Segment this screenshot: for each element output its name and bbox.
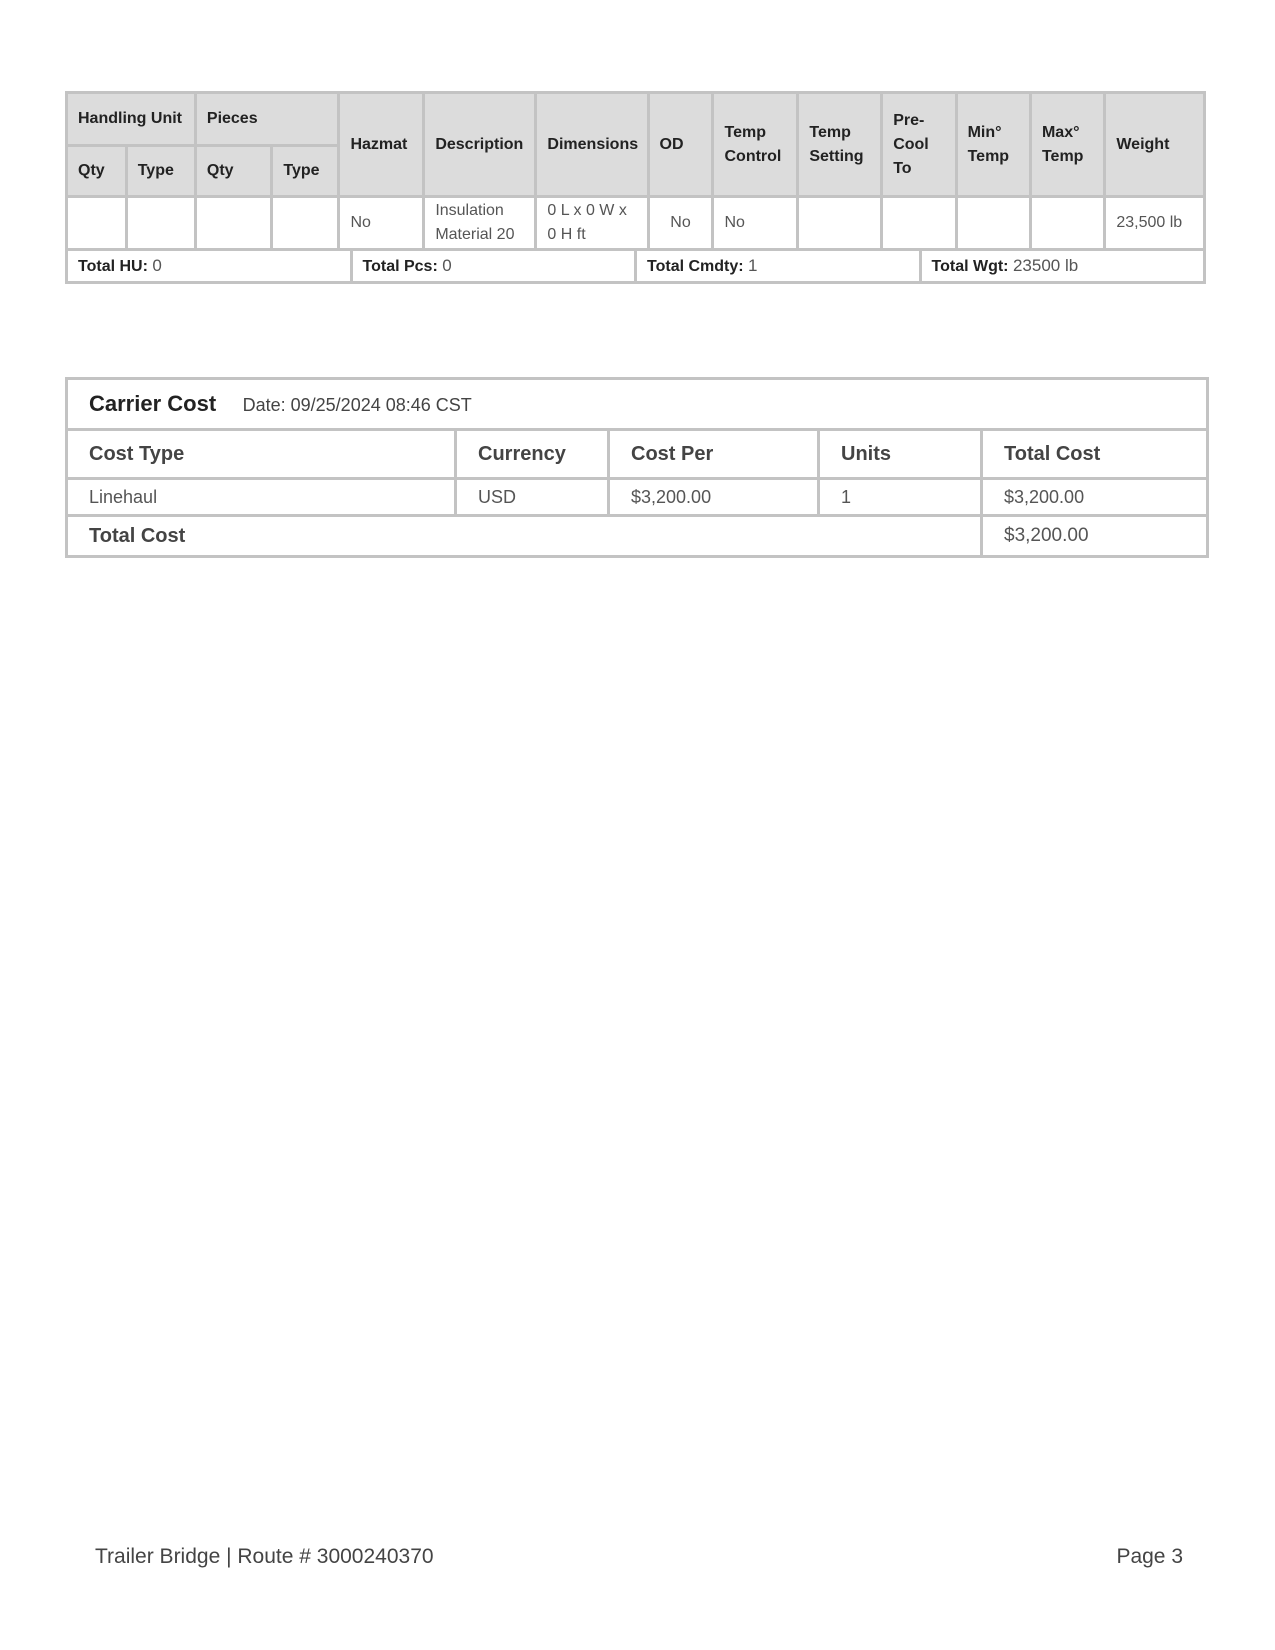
header-total-cost: Total Cost — [982, 430, 1208, 479]
header-cost-type: Cost Type — [67, 430, 456, 479]
header-od: OD — [648, 93, 713, 197]
header-max-temp: Max° Temp — [1030, 93, 1104, 197]
cell-hu-type — [126, 197, 195, 250]
cell-pcs-qty — [195, 197, 271, 250]
cell-cost-type: Linehaul — [67, 479, 456, 516]
header-dimensions: Dimensions — [536, 93, 648, 197]
total-cmdty-label: Total Cmdty: — [647, 258, 744, 275]
cell-hazmat: No — [339, 197, 424, 250]
commodity-table — [65, 91, 1206, 284]
total-pcs-value: 0 — [442, 256, 452, 275]
header-min-temp: Min° Temp — [956, 93, 1030, 197]
total-pcs — [353, 251, 638, 281]
total-cost-value: $3,200.00 — [982, 516, 1208, 557]
footer-route: Trailer Bridge | Route # 3000240370 — [95, 1545, 434, 1568]
carrier-cost-title: Carrier Cost — [89, 391, 217, 416]
total-wgt-label: Total Wgt: — [931, 258, 1009, 275]
cell-temp-control: No — [713, 197, 798, 250]
total-cmdty — [637, 251, 922, 281]
header-pcs-type: Type — [272, 146, 339, 197]
header-units: Units — [819, 430, 982, 479]
footer-page-number: Page 3 — [1116, 1545, 1183, 1568]
total-cmdty-value: 1 — [748, 256, 758, 275]
header-cost-per: Cost Per — [609, 430, 819, 479]
header-hazmat: Hazmat — [339, 93, 424, 197]
header-pre-cool-to: Pre-Cool To — [882, 93, 956, 197]
total-wgt — [922, 251, 1204, 281]
cell-description: Insulation Material 20 — [424, 197, 536, 250]
total-wgt-value: 23500 lb — [1012, 256, 1079, 275]
header-description: Description — [424, 93, 536, 197]
carrier-cost-table — [65, 377, 1209, 558]
totals-row — [67, 250, 1205, 283]
header-weight: Weight — [1105, 93, 1205, 197]
cell-pre-cool-to — [882, 197, 956, 250]
total-cost-row — [67, 516, 1208, 557]
cell-max-temp — [1030, 197, 1104, 250]
header-temp-setting: Temp Setting — [798, 93, 882, 197]
carrier-cost-date: Date: 09/25/2024 08:46 CST — [242, 395, 472, 415]
cell-currency: USD — [456, 479, 609, 516]
total-hu-label: Total HU: — [78, 258, 148, 275]
total-hu-value: 0 — [152, 256, 162, 275]
header-hu-qty: Qty — [67, 146, 127, 197]
header-temp-control: Temp Control — [713, 93, 798, 197]
cell-od: No — [648, 197, 713, 250]
cell-total-cost: $3,200.00 — [982, 479, 1208, 516]
cell-hu-qty — [67, 197, 127, 250]
header-hu-type: Type — [126, 146, 195, 197]
total-cost-label: Total Cost — [67, 516, 982, 557]
cell-cost-per: $3,200.00 — [609, 479, 819, 516]
table-row — [67, 479, 1208, 516]
cell-pcs-type — [272, 197, 339, 250]
cell-weight: 23,500 lb — [1105, 197, 1205, 250]
header-handling-unit: Handling Unit — [67, 93, 196, 146]
cell-temp-setting — [798, 197, 882, 250]
carrier-cost-header — [67, 379, 1208, 430]
cell-units: 1 — [819, 479, 982, 516]
table-row — [67, 197, 1205, 250]
cell-min-temp — [956, 197, 1030, 250]
header-currency: Currency — [456, 430, 609, 479]
total-pcs-label: Total Pcs: — [362, 258, 438, 275]
header-pieces: Pieces — [195, 93, 339, 146]
total-hu — [68, 251, 353, 281]
cell-dimensions: 0 L x 0 W x 0 H ft — [536, 197, 648, 250]
header-pcs-qty: Qty — [195, 146, 271, 197]
